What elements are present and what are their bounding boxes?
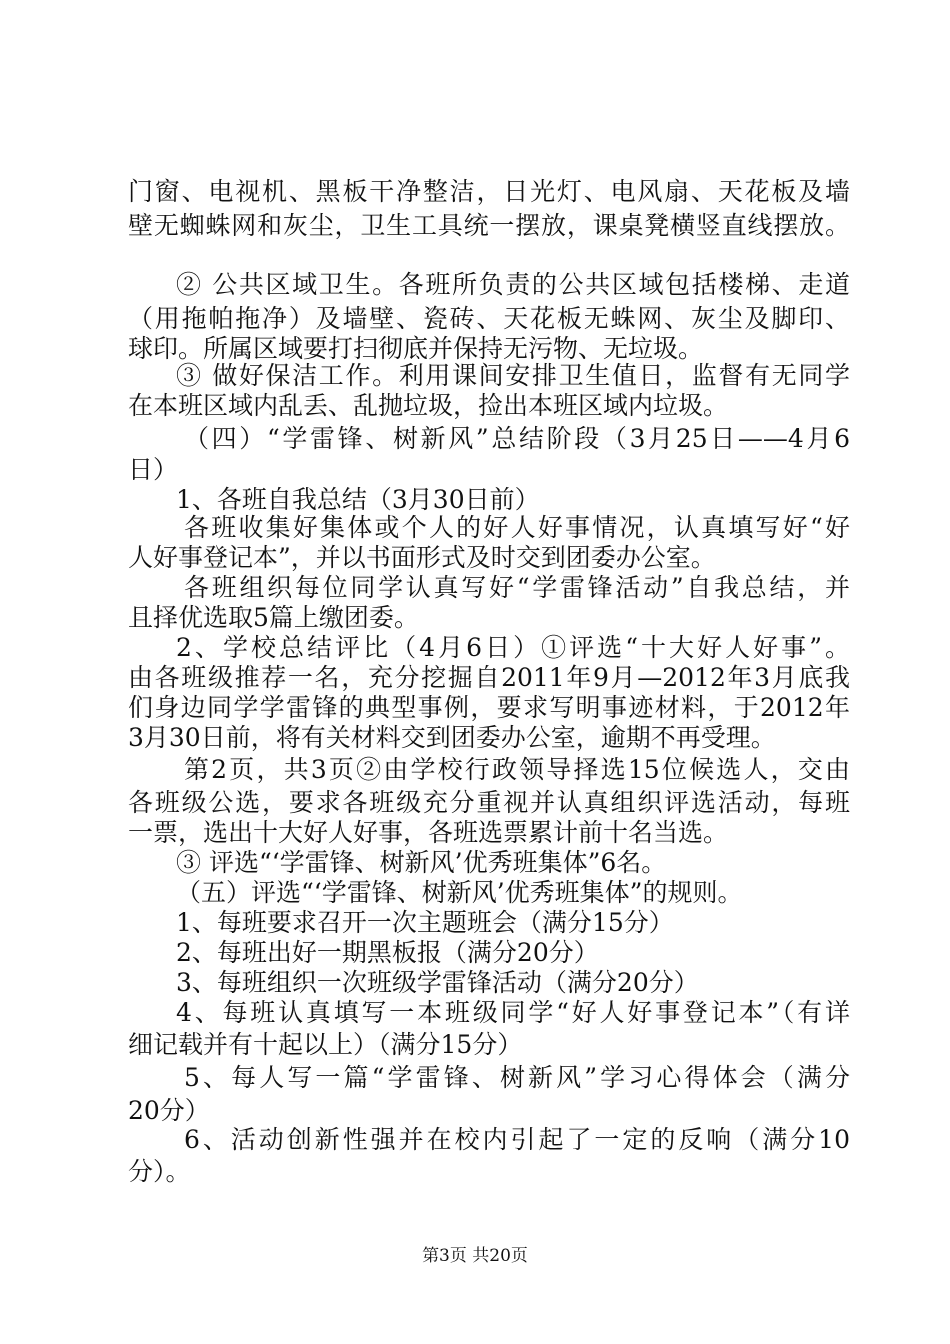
paragraph-line: 各班组织每位同学认真写好“学雷锋活动”自我总结，并 [184,573,850,602]
paragraph-line: 3月30日前，将有关材料交到团委办公室，逾期不再受理。 [128,723,776,752]
paragraph-line: 各班收集好集体或个人的好人好事情况，认真填写好“好 [184,513,850,542]
paragraph-line: 第2页，共3页②由学校行政领导择选15位候选人，交由 [184,755,850,784]
paragraph-line: 人好事登记本”，并以书面形式及时交到团委办公室。 [128,543,716,572]
paragraph-line: ③ 评选“‘学雷锋、树新风’优秀班集体”6名。 [176,848,667,877]
paragraph-line: 各班级公选，要求各班级充分重视并认真组织评选活动，每班 [128,788,850,817]
rule-item: 5、每人写一篇“学雷锋、树新风”学习心得体会（满分 [184,1063,850,1092]
page-footer: 第3页 共20页 [422,1246,528,1266]
section-heading: （五）评选“‘学雷锋、树新风’优秀班集体”的规则。 [176,878,743,907]
rule-item: 20分） [128,1096,210,1125]
paragraph-line: 一票，选出十大好人好事，各班选票累计前十名当选。 [128,818,729,847]
paragraph-line: 们身边同学学雷锋的典型事例，要求写明事迹材料，于2012年 [128,693,850,722]
rule-item: 4、每班认真填写一本班级同学“好人好事登记本”（有详 [176,998,850,1027]
paragraph-line: 门窗、电视机、黑板干净整洁，日光灯、电风扇、天花板及墙 [128,177,850,206]
paragraph-line: 由各班级推荐一名，充分挖掘自2011年9月—2012年3月底我 [128,663,850,692]
rule-item: 2、每班出好一期黑板报（满分20分） [176,938,599,967]
rule-item: 6、活动创新性强并在校内引起了一定的反响（满分10 [184,1125,850,1154]
rule-item: 细记载并有十起以上）（满分15分） [128,1030,523,1059]
paragraph-line: ③ 做好保洁工作。利用课间安排卫生值日，监督有无同学 [176,361,850,390]
paragraph-line: 壁无蜘蛛网和灰尘，卫生工具统一摆放，课桌凳横竖直线摆放。 [128,211,850,240]
rule-item: 分）。 [128,1157,191,1186]
section-heading: 日） [128,455,179,484]
paragraph-line: （用拖帕拖净）及墙壁、瓷砖、天花板无蛛网、灰尘及脚印、 [128,304,850,333]
paragraph-line: 1、各班自我总结（3月30日前） [176,485,540,514]
paragraph-line: ② 公共区域卫生。各班所负责的公共区域包括楼梯、走道 [176,270,850,299]
paragraph-line: 在本班区域内乱丢、乱抛垃圾，捡出本班区域内垃圾。 [128,391,729,420]
paragraph-line: 且择优选取5篇上缴团委。 [128,603,419,632]
paragraph-line: 球印。所属区域要打扫彻底并保持无污物、无垃圾。 [128,334,704,363]
section-heading: （四）“学雷锋、树新风”总结阶段（3月25日——4月6 [184,424,850,453]
paragraph-line: 2、学校总结评比（4月6日）①评选“十大好人好事”。 [176,633,850,662]
rule-item: 1、每班要求召开一次主题班会（满分15分） [176,908,674,937]
rule-item: 3、每班组织一次班级学雷锋活动（满分20分） [176,968,699,997]
